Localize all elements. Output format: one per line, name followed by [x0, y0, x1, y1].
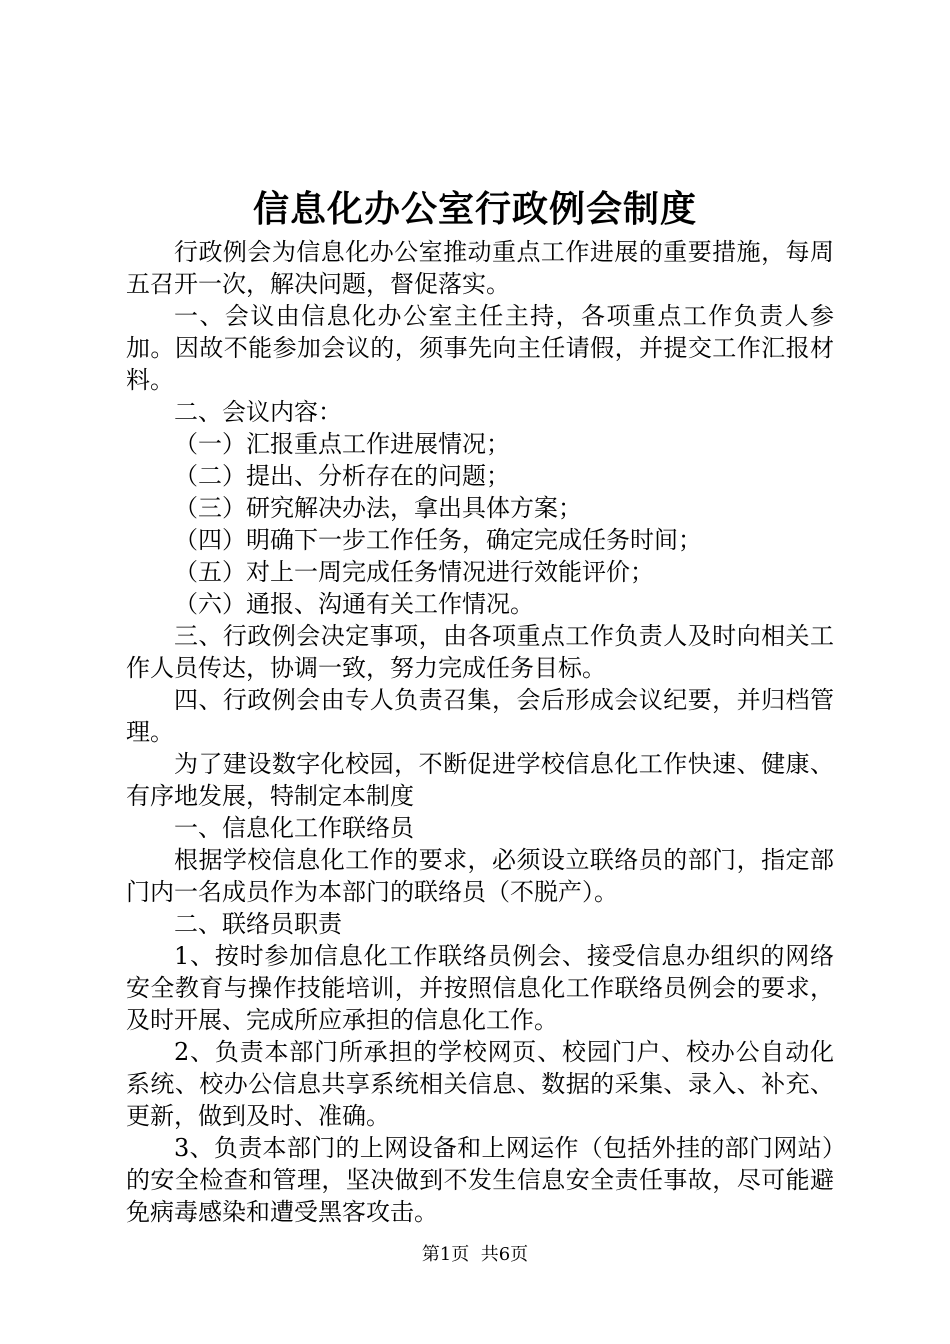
list-item: （五）对上一周完成任务情况进行效能评价；: [174, 558, 654, 586]
paragraph: 一、会议由信息化办公室主任主持，各项重点工作负责人参加。因故不能参加会议的，须事先向主任请假，并提交工作汇报材料。: [126, 302, 834, 394]
paragraph: 2、负责本部门所承担的学校网页、校园门户、校办公自动化系统、校办公信息共享系统相关信息、数据的采集、录入、补充、更新，做到及时、准确。: [126, 1038, 834, 1130]
paragraph: 四、行政例会由专人负责召集，会后形成会议纪要，并归档管理。: [126, 686, 834, 746]
paragraph: 3、负责本部门的上网设备和上网运作（包括外挂的部门网站）的安全检查和管理，坚决做到不发生信息安全责任事故，尽可能避免病毒感染和遭受黑客攻击。: [126, 1134, 834, 1226]
paragraph: 根据学校信息化工作的要求，必须设立联络员的部门，指定部门内一名成员作为本部门的联络员（不脱产）。: [126, 846, 834, 906]
paragraph: 为了建设数字化校园，不断促进学校信息化工作快速、健康、有序地发展，特制定本制度: [126, 750, 834, 810]
list-item: （二）提出、分析存在的问题；: [174, 462, 510, 490]
section-heading: 一、信息化工作联络员: [174, 814, 414, 842]
document-body: [126, 236, 834, 1228]
paragraph: 二、会议内容：: [174, 398, 342, 426]
paragraph: 三、行政例会决定事项，由各项重点工作负责人及时向相关工作人员传达，协调一致，努力完成任务目标。: [126, 622, 834, 682]
page-footer: [0, 1242, 950, 1268]
list-item: （六）通报、沟通有关工作情况。: [174, 590, 534, 618]
page-total: 共6页: [480, 1244, 529, 1265]
paragraph: 1、按时参加信息化工作联络员例会、接受信息办组织的网络安全教育与操作技能培训，并按照信息化工作联络员例会的要求，及时开展、完成所应承担的信息化工作。: [126, 942, 834, 1034]
paragraph: 行政例会为信息化办公室推动重点工作进展的重要措施，每周五召开一次，解决问题，督促落实。: [126, 238, 834, 298]
list-item: （一）汇报重点工作进展情况；: [174, 430, 510, 458]
page-number: 第1页: [421, 1244, 470, 1265]
document-title: 信息化办公室行政例会制度: [252, 188, 697, 230]
section-heading: 二、联络员职责: [174, 910, 342, 938]
list-item: （四）明确下一步工作任务，确定完成任务时间；: [174, 526, 702, 554]
list-item: （三）研究解决办法，拿出具体方案；: [174, 494, 582, 522]
